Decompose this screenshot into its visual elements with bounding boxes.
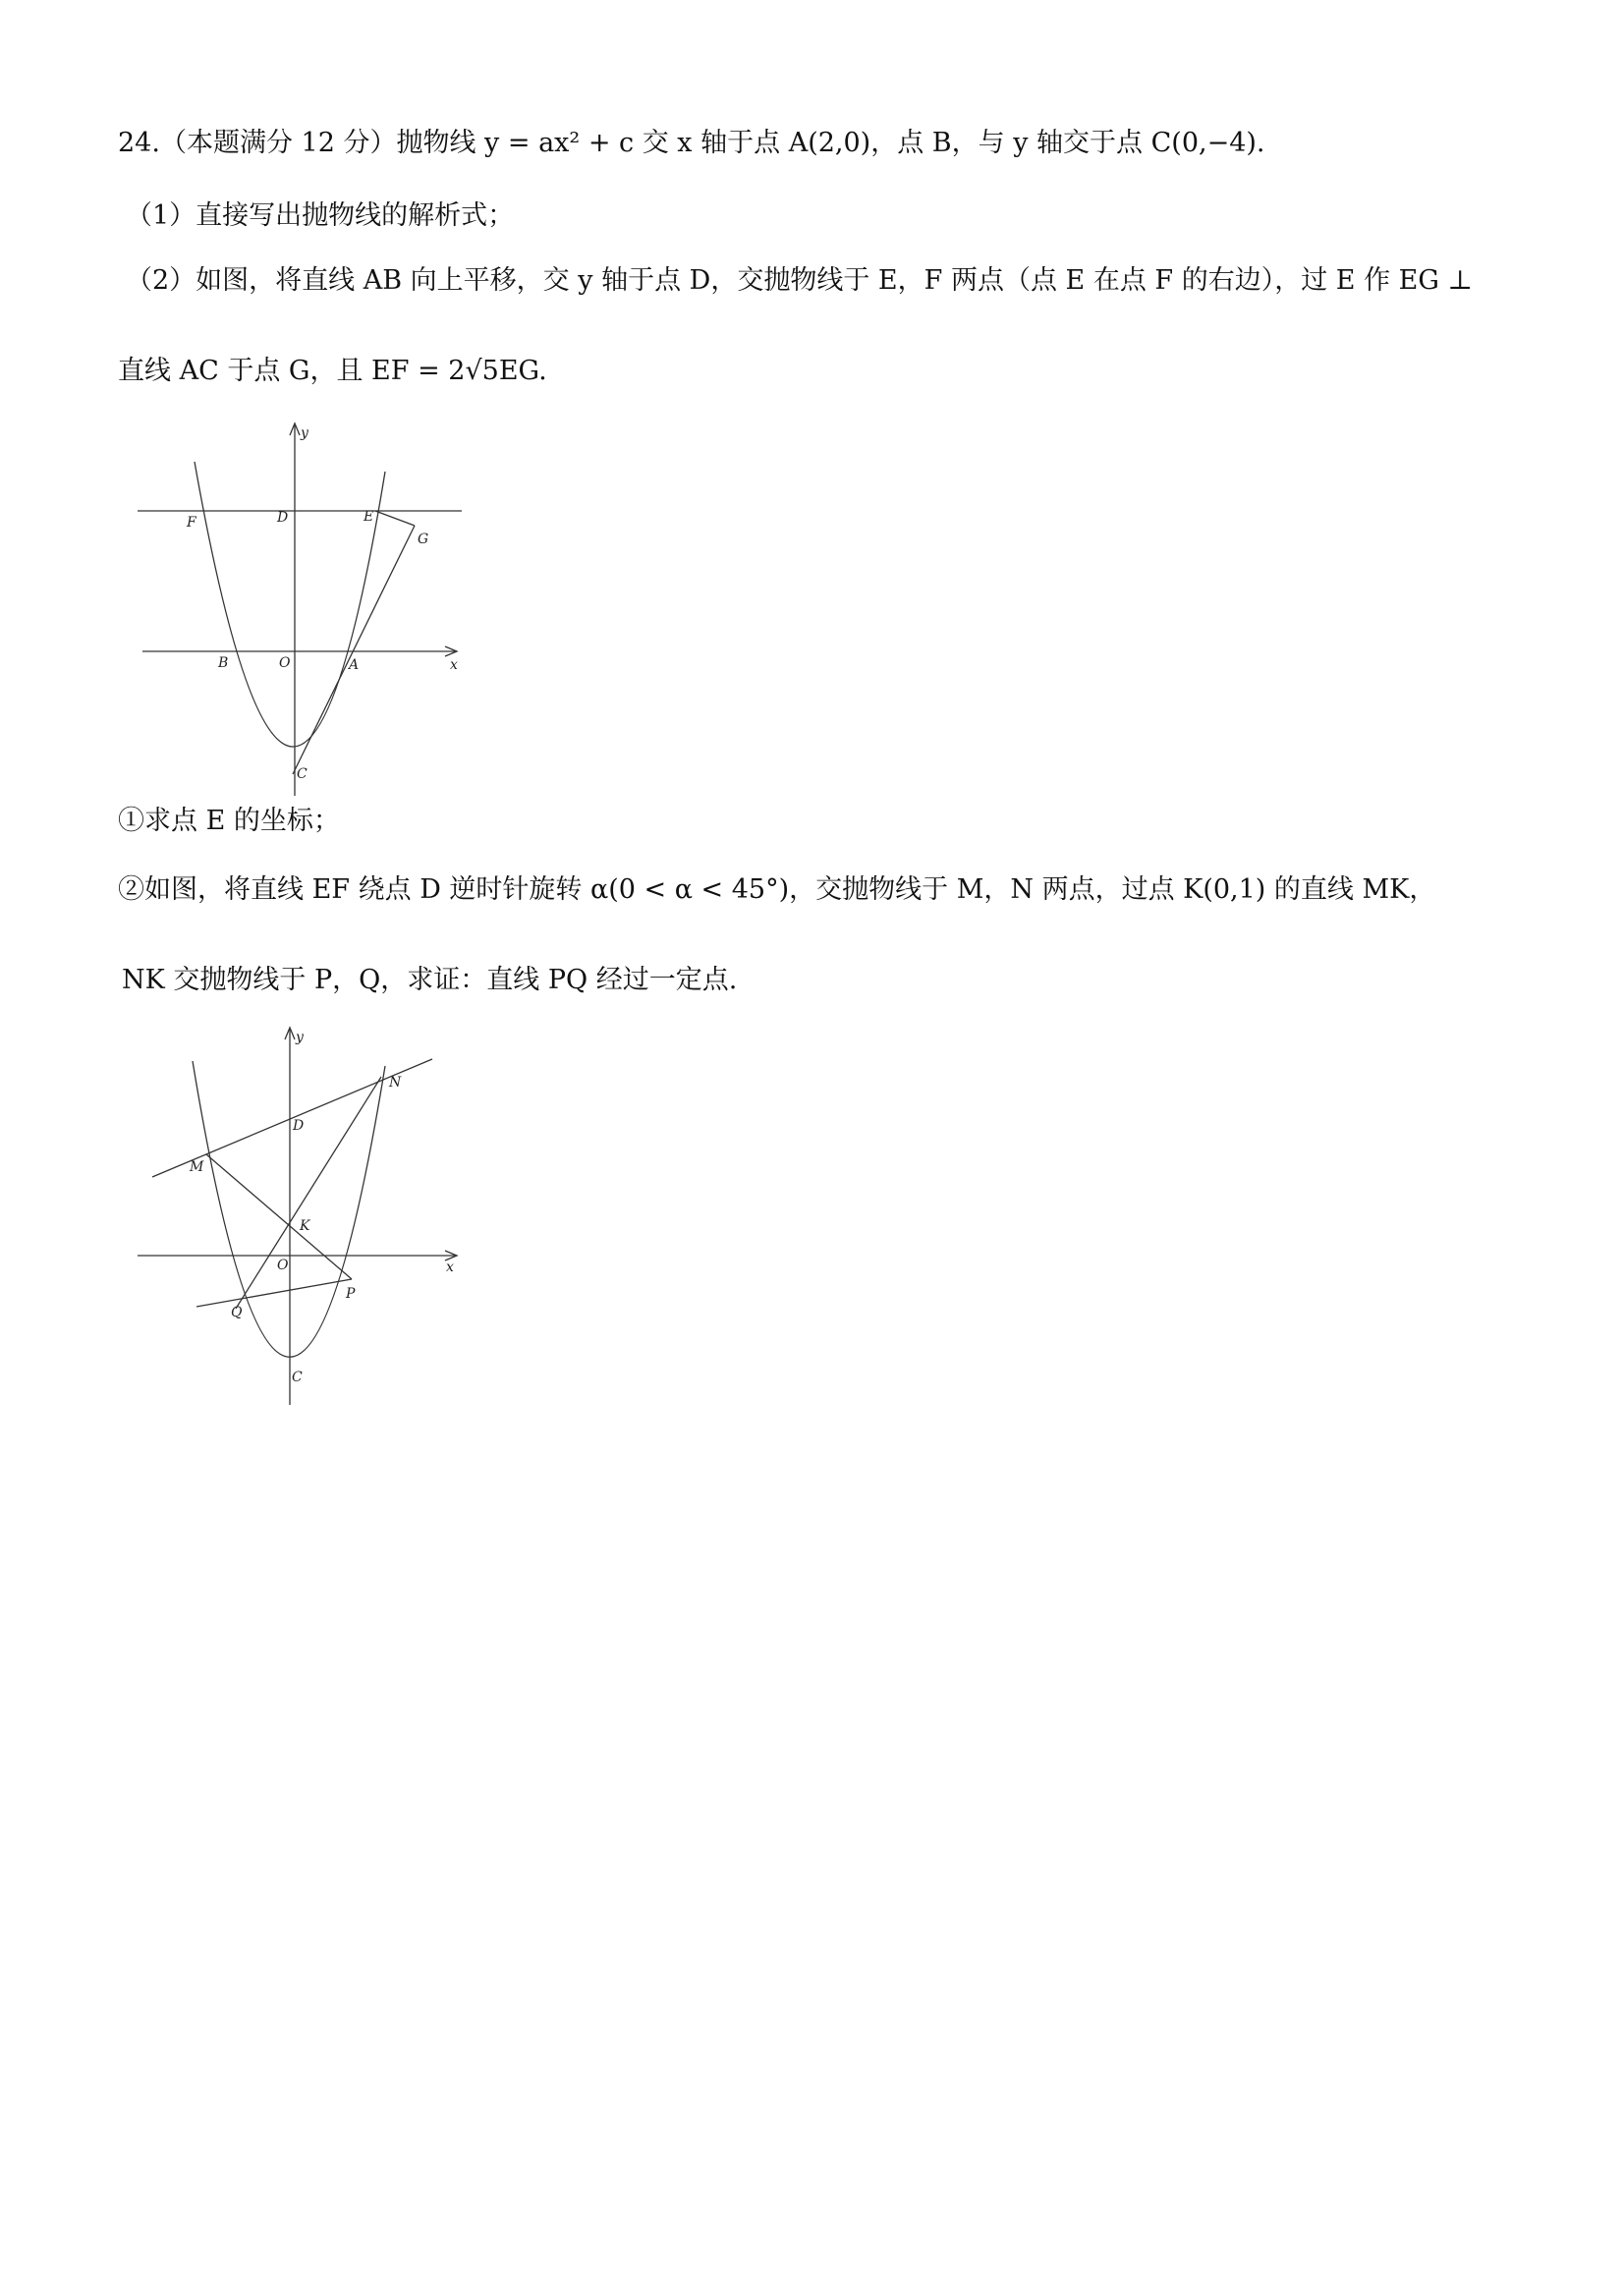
label-b: B (218, 655, 229, 671)
problem-statement: 24.（本题满分 12 分）抛物线 y = ax² + c 交 x 轴于点 A(2,0)，点 B，与 y 轴交于点 C(0,−4). (118, 128, 1265, 158)
figure-1-svg (128, 418, 472, 806)
label-a: A (349, 657, 360, 673)
label-c: C (292, 1370, 303, 1385)
label-n: N (389, 1075, 402, 1091)
parabola (195, 462, 385, 747)
question-2-line-1: ②如图，将直线 EF 绕点 D 逆时针旋转 α(0 < α < 45°)，交抛物线于 M，N 两点，过点 K(0,1) 的直线 MK， (118, 874, 1436, 905)
line-pq (196, 1279, 352, 1307)
part-2-line-2: 直线 AC 于点 G，且 EF = 2√5EG. (118, 356, 547, 386)
parabola (193, 1061, 385, 1357)
label-c: C (297, 766, 308, 782)
label-e: E (364, 509, 374, 525)
label-p: P (346, 1286, 356, 1302)
label-d: D (277, 510, 289, 526)
label-o: O (277, 1258, 289, 1273)
label-q: Q (231, 1305, 243, 1320)
x-label: x (450, 657, 458, 673)
line-ac (293, 526, 415, 774)
label-k: K (300, 1218, 310, 1234)
label-f: F (187, 515, 196, 531)
question-2-line-2: NK 交抛物线于 P，Q，求证：直线 PQ 经过一定点. (122, 965, 738, 995)
question-1: ①求点 E 的坐标； (118, 806, 340, 836)
label-o: O (279, 655, 291, 671)
figure-2-svg (128, 1022, 472, 1415)
y-label: y (296, 1030, 304, 1045)
label-m: M (190, 1159, 204, 1175)
label-g: G (418, 532, 429, 547)
figure-2 (128, 1022, 472, 1415)
part-1: （1）直接写出抛物线的解析式； (126, 200, 515, 231)
x-label: x (446, 1260, 454, 1275)
label-d: D (293, 1118, 305, 1134)
figure-1 (128, 418, 472, 806)
y-label: y (301, 425, 308, 441)
part-2-line-1: （2）如图，将直线 AB 向上平移，交 y 轴于点 D，交抛物线于 E，F 两点（点 E 在点 F 的右边），过 E 作 EG ⊥ (126, 265, 1473, 296)
segment-eg (375, 511, 415, 526)
